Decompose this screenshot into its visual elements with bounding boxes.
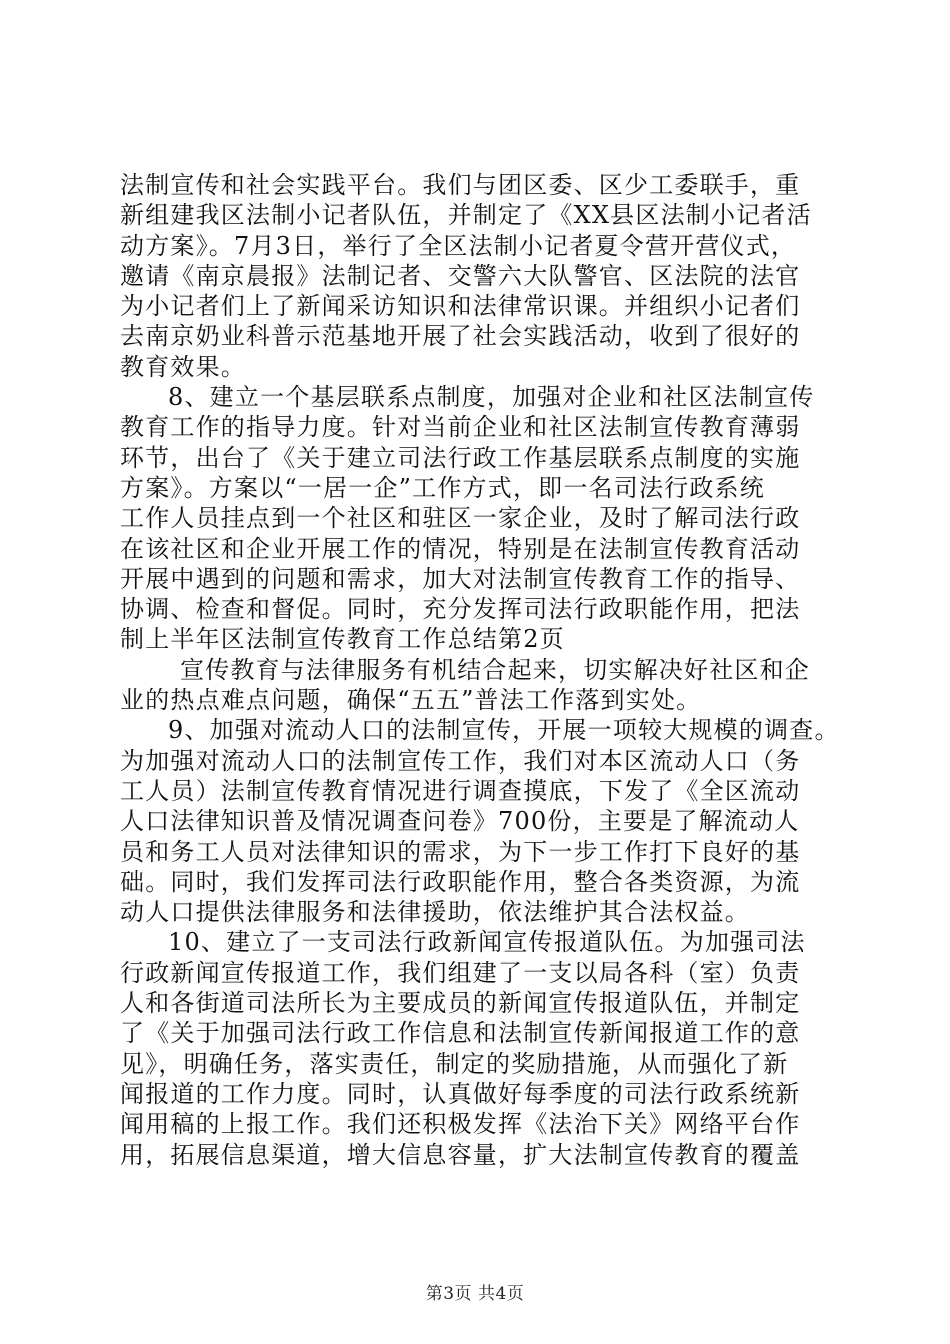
text-line: 动方案》。7月3日，举行了全区法制小记者夏令营开营仪式，	[120, 231, 797, 260]
text-line: 环节，出台了《关于建立司法行政工作基层联系点制度的实施	[120, 443, 801, 472]
text-line: 邀请《南京晨报》法制记者、交警六大队警官、区法院的法官	[120, 261, 801, 290]
text-line: 协调、检查和督促。同时，充分发挥司法行政职能作用，把法	[120, 595, 801, 624]
paragraph-start-line: 宣传教育与法律服务有机结合起来，切实解决好社区和企	[180, 655, 810, 684]
text-line: 行政新闻宣传报道工作，我们组建了一支以局各科（室）负责	[120, 958, 801, 987]
text-line: 员和务工人员对法律知识的需求，为下一步工作打下良好的基	[120, 837, 801, 866]
text-line: 闻用稿的上报工作。我们还积极发挥《法治下关》网络平台作	[120, 1110, 801, 1139]
document-body	[120, 170, 840, 1170]
text-line: 用，拓展信息渠道，增大信息容量，扩大法制宣传教育的覆盖	[120, 1140, 801, 1169]
text-line: 教育工作的指导力度。针对当前企业和社区法制宣传教育薄弱	[120, 413, 801, 442]
text-line: 人口法律知识普及情况调查问卷》700份，主要是了解流动人	[120, 807, 800, 836]
text-line: 工人员）法制宣传教育情况进行调查摸底，下发了《全区流动	[120, 776, 801, 805]
paragraph-start-line: 10、建立了一支司法行政新闻宣传报道队伍。为加强司法	[168, 928, 806, 957]
text-line: 在该社区和企业开展工作的情况，特别是在法制宣传教育活动	[120, 534, 801, 563]
text-line: 开展中遇到的问题和需求，加大对法制宣传教育工作的指导、	[120, 564, 801, 593]
text-line: 了《关于加强司法行政工作信息和法制宣传新闻报道工作的意	[120, 1019, 801, 1048]
text-line: 闻报道的工作力度。同时，认真做好每季度的司法行政系统新	[120, 1079, 801, 1108]
text-line: 方案》。方案以“一居一企”工作方式，即一名司法行政系统	[120, 473, 765, 502]
text-line: 去南京奶业科普示范基地开展了社会实践活动，收到了很好的	[120, 322, 801, 351]
text-line: 工作人员挂点到一个社区和驻区一家企业，及时了解司法行政	[120, 504, 801, 533]
text-line: 为小记者们上了新闻采访知识和法律常识课。并组织小记者们	[120, 292, 801, 321]
text-line: 见》，明确任务，落实责任，制定的奖励措施，从而强化了新	[120, 1049, 789, 1078]
text-line: 人和各街道司法所长为主要成员的新闻宣传报道队伍，并制定	[120, 989, 801, 1018]
text-line: 法制宣传和社会实践平台。我们与团区委、区少工委联手，重	[120, 171, 801, 199]
paragraph-start-line: 8、建立一个基层联系点制度，加强对企业和社区法制宣传	[168, 383, 815, 412]
text-line: 制上半年区法制宣传教育工作总结第2页	[120, 625, 565, 654]
text-line: 业的热点难点问题，确保“五五”普法工作落到实处。	[120, 686, 702, 715]
text-line: 新组建我区法制小记者队伍，并制定了《XX县区法制小记者活	[120, 201, 812, 230]
text-line: 础。同时，我们发挥司法行政职能作用，整合各类资源，为流	[120, 867, 801, 896]
text-line: 为加强对流动人口的法制宣传工作，我们对本区流动人口（务	[120, 746, 801, 775]
text-line: 动人口提供法律服务和法律援助，依法维护其合法权益。	[120, 898, 750, 927]
page-footer: 第3页 共4页	[425, 1284, 525, 1304]
paragraph-start-line: 9、加强对流动人口的法制宣传，开展一项较大规模的调查。	[168, 716, 840, 745]
text-line: 教育效果。	[120, 352, 246, 381]
